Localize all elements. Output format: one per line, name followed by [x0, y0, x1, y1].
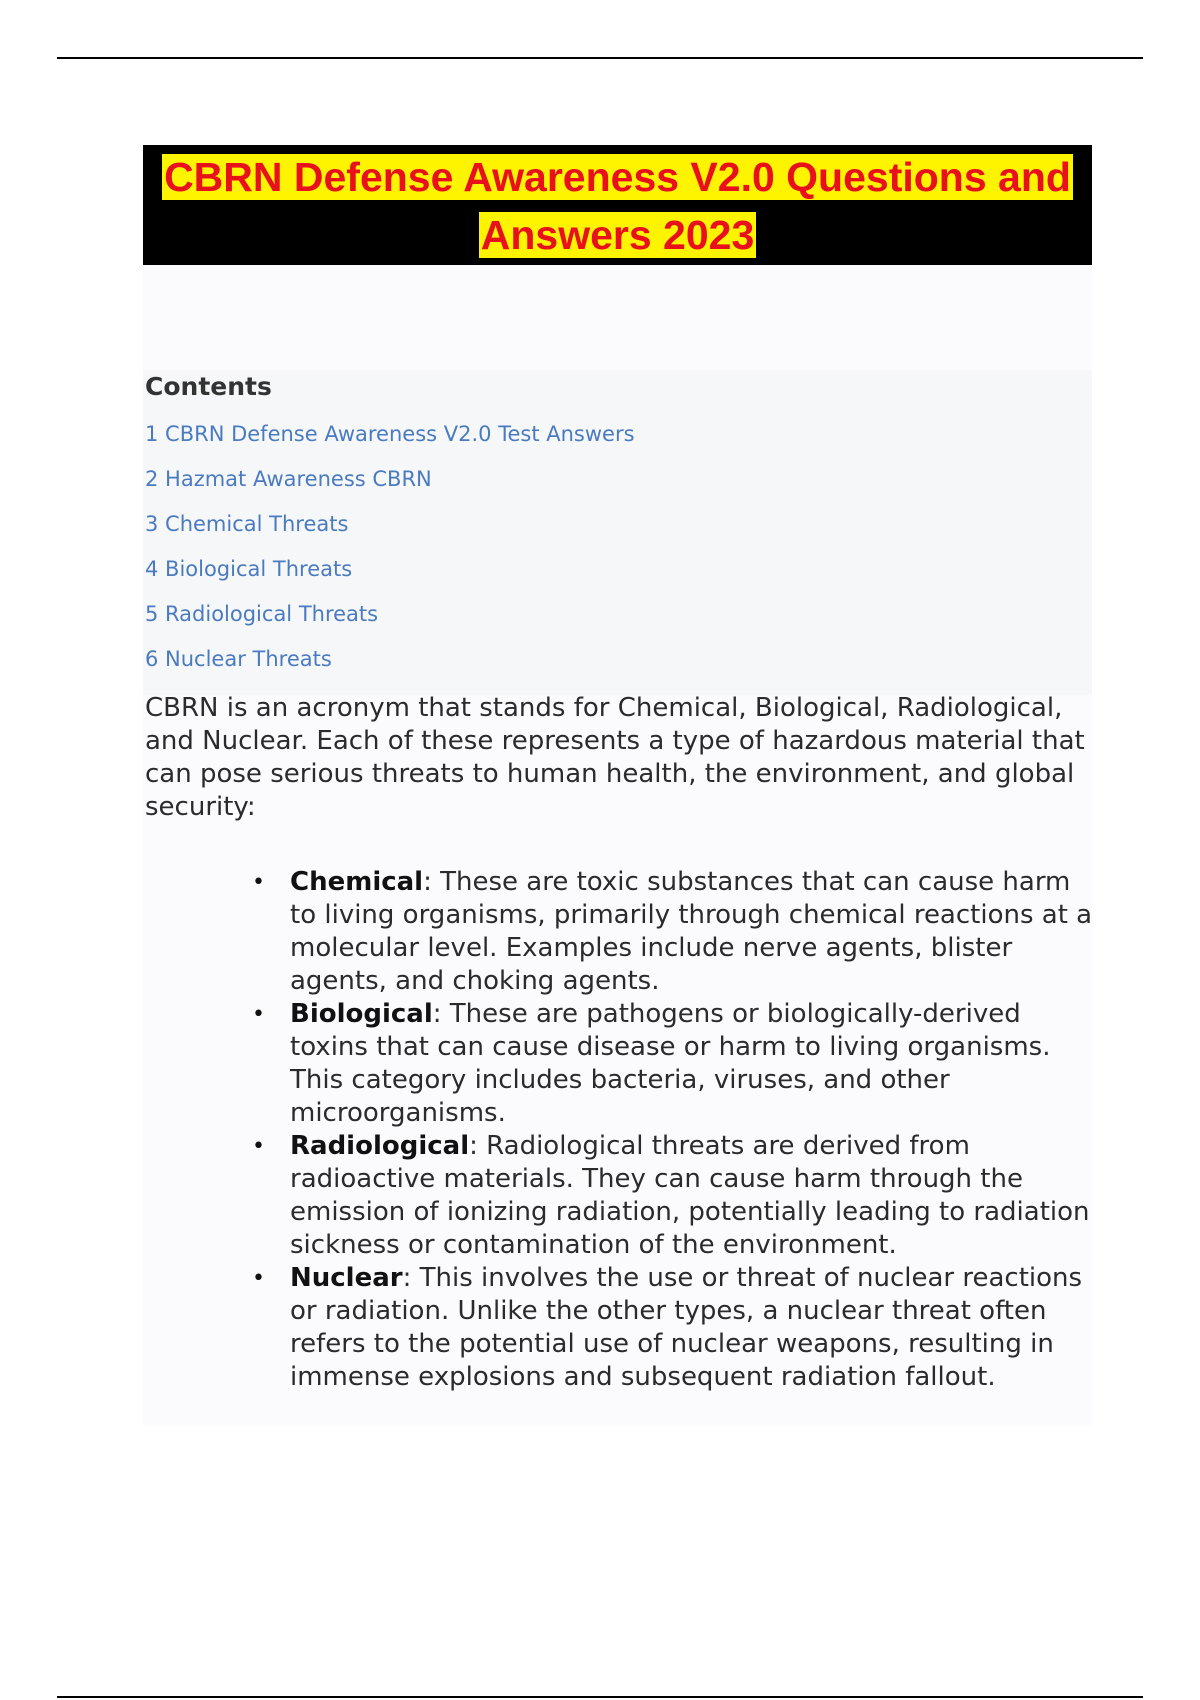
bullet-term: Radiological — [290, 1131, 470, 1161]
toc-link-chemical[interactable]: 3 Chemical Threats — [145, 512, 349, 536]
toc-link-nuclear[interactable]: 6 Nuclear Threats — [145, 647, 332, 671]
bullet-text: : This involves the use or threat of nuclear reactions or radiation. Unlike the other types, a nuclear threat often refers to the potential use of nuclear weapons, resulting in immense explosions and subsequent radiation fallout. — [290, 1263, 1083, 1392]
bullet-text: : These are toxic substances that can cause harm to living organisms, primarily through chemical reactions at a molecular level. Examples include nerve agents, blister agents, and choking agents. — [290, 867, 1093, 996]
cbrn-bullet-list — [252, 866, 1095, 1394]
title-banner — [143, 145, 1092, 265]
bullet-text: : Radiological threats are derived from radioactive materials. They can cause harm through the emission of ionizing radiation, potentially leading to radiation sickness or contamination of the environment. — [290, 1131, 1090, 1260]
bullet-biological — [252, 998, 1095, 1130]
bullet-nuclear — [252, 1262, 1095, 1394]
toc-link-biological[interactable]: 4 Biological Threats — [145, 557, 353, 581]
title-line-2: Answers 2023 — [480, 212, 755, 258]
bullet-text: : These are pathogens or biologically-derived toxins that can cause disease or harm to living organisms. This category includes bacteria, viruses, and other microorganisms. — [290, 999, 1051, 1128]
table-of-contents — [143, 370, 1092, 695]
title-line-1: CBRN Defense Awareness V2.0 Questions and — [164, 154, 1071, 200]
bullet-radiological — [252, 1130, 1095, 1262]
bullet-dot-icon: • — [252, 1134, 265, 1159]
bullet-dot-icon: • — [252, 1002, 265, 1027]
toc-link-test-answers[interactable]: 1 CBRN Defense Awareness V2.0 Test Answers — [145, 422, 635, 446]
toc-link-hazmat[interactable]: 2 Hazmat Awareness CBRN — [145, 467, 432, 491]
bullet-dot-icon: • — [252, 1266, 265, 1291]
bullet-dot-icon: • — [252, 870, 265, 895]
top-rule — [57, 57, 1143, 59]
intro-paragraph: CBRN is an acronym that stands for Chemical, Biological, Radiological, and Nuclear. Each of these represents a type of hazardous material that can pose serious threats to human health, the environment, and global security: — [145, 693, 1085, 822]
bullet-chemical — [252, 866, 1095, 998]
bullet-term: Chemical — [290, 867, 424, 897]
bullet-term: Biological — [290, 999, 433, 1029]
bottom-rule — [57, 1696, 1143, 1698]
bullet-term: Nuclear — [290, 1263, 403, 1293]
toc-link-radiological[interactable]: 5 Radiological Threats — [145, 602, 379, 626]
toc-heading: Contents — [145, 372, 272, 401]
